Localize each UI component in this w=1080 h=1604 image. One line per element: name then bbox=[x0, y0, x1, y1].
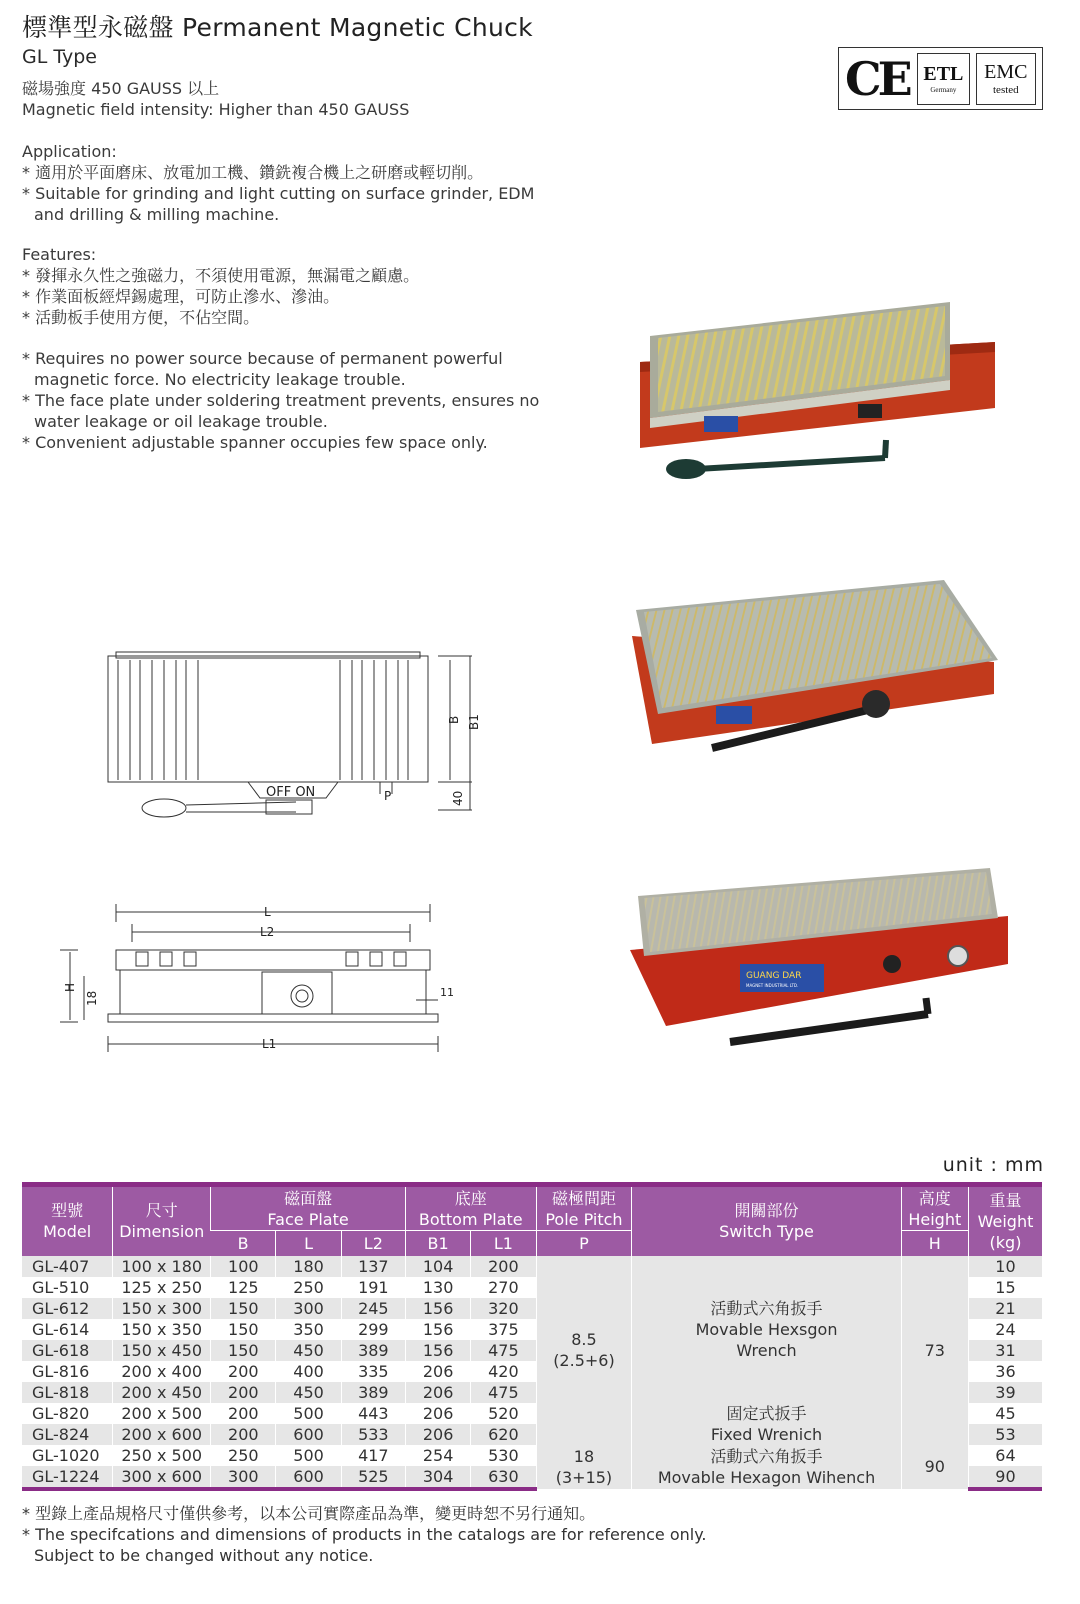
table-cell: 520 bbox=[471, 1403, 536, 1424]
table-cell: 450 bbox=[276, 1340, 341, 1361]
table-cell: 200 x 500 bbox=[113, 1403, 211, 1424]
footnotes bbox=[22, 1503, 706, 1566]
table-cell: 620 bbox=[471, 1424, 536, 1445]
certification-logos bbox=[838, 47, 1043, 110]
feature-en-3: * Convenient adjustable spanner occupies few space only. bbox=[22, 432, 539, 453]
table-cell: GL-816 bbox=[22, 1361, 113, 1382]
unit-label: unit : mm bbox=[942, 1154, 1044, 1176]
table-cell: 130 bbox=[405, 1277, 470, 1298]
table-cell: 31 bbox=[968, 1340, 1042, 1361]
feature-en-1 bbox=[22, 348, 539, 390]
table-cell: GL-407 bbox=[22, 1256, 113, 1277]
table-cell: 150 bbox=[211, 1298, 276, 1319]
product-photo-1 bbox=[640, 300, 1020, 500]
note-en-line1: The specifcations and dimensions of products in the catalogs are for reference only. bbox=[35, 1525, 707, 1544]
table-cell: 200 bbox=[211, 1424, 276, 1445]
table-cell: 150 bbox=[211, 1319, 276, 1340]
brand-plate-name: GUANG DAR bbox=[746, 971, 802, 981]
table-cell: 300 bbox=[276, 1298, 341, 1319]
table-cell: 533 bbox=[341, 1424, 405, 1445]
pitch-b-value: 18 bbox=[573, 1446, 595, 1466]
etl-sub-label: Germany bbox=[930, 86, 957, 94]
table-cell: 53 bbox=[968, 1424, 1042, 1445]
table-cell: 600 bbox=[276, 1424, 341, 1445]
side-view-drawing bbox=[56, 896, 476, 1062]
table-cell: GL-1224 bbox=[22, 1466, 113, 1489]
emc-mark-icon bbox=[976, 53, 1036, 105]
table-cell: 125 x 250 bbox=[113, 1277, 211, 1298]
table-cell: 475 bbox=[471, 1340, 536, 1361]
col-bottom-plate bbox=[405, 1185, 536, 1231]
switch-a-en2: Wrench bbox=[736, 1340, 797, 1360]
col-switch-type bbox=[632, 1185, 901, 1256]
table-cell: 100 x 180 bbox=[113, 1256, 211, 1277]
application-cn: * 適用於平面磨床、放電加工機、鑽銑複合機上之研磨或輕切削。 bbox=[22, 162, 534, 183]
table-cell: 104 bbox=[405, 1256, 470, 1277]
table-cell: 300 x 600 bbox=[113, 1466, 211, 1489]
intensity-cn: 磁場強度 450 GAUSS 以上 bbox=[22, 79, 220, 98]
switch-socket-icon bbox=[858, 404, 882, 418]
switch-cell-c bbox=[632, 1445, 901, 1489]
col-model-en: Model bbox=[43, 1222, 92, 1242]
table-cell: GL-1020 bbox=[22, 1445, 113, 1466]
features-heading: Features: bbox=[22, 245, 97, 264]
table-cell: GL-824 bbox=[22, 1424, 113, 1445]
col-weight-cn: 重量 bbox=[989, 1190, 1022, 1210]
table-cell: 10 bbox=[968, 1256, 1042, 1277]
table-cell: 320 bbox=[471, 1298, 536, 1319]
table-cell: GL-818 bbox=[22, 1382, 113, 1403]
table-cell: 206 bbox=[405, 1382, 470, 1403]
off-on-label: OFF ON bbox=[266, 785, 316, 800]
spec-table-body bbox=[22, 1256, 1042, 1489]
dim-40-label: 40 bbox=[451, 790, 465, 806]
feature-cn-2: * 作業面板經焊錫處理，可防止滲水、滲油。 bbox=[22, 286, 419, 307]
page-subtitle: GL Type bbox=[22, 46, 97, 68]
etl-label: ETL bbox=[923, 63, 964, 85]
switch-c-en: Movable Hexagon Wihench bbox=[657, 1467, 876, 1487]
pitch-cell-b bbox=[536, 1445, 632, 1489]
col-pitch-en: Pole Pitch bbox=[545, 1209, 623, 1229]
table-cell: 630 bbox=[471, 1466, 536, 1489]
col-l: L bbox=[276, 1231, 341, 1256]
table-cell: 100 bbox=[211, 1256, 276, 1277]
table-cell: 64 bbox=[968, 1445, 1042, 1466]
table-cell: 15 bbox=[968, 1277, 1042, 1298]
emc-label: EMC bbox=[984, 61, 1028, 83]
intensity-en: Magnetic field intensity: Higher than 450 GAUSS bbox=[22, 100, 410, 119]
table-cell: 200 bbox=[211, 1382, 276, 1403]
table-cell: 250 x 500 bbox=[113, 1445, 211, 1466]
table-cell: 304 bbox=[405, 1466, 470, 1489]
table-cell: 137 bbox=[341, 1256, 405, 1277]
table-cell: 200 bbox=[471, 1256, 536, 1277]
table-cell: 200 x 600 bbox=[113, 1424, 211, 1445]
table-cell: 191 bbox=[341, 1277, 405, 1298]
col-weight-en: Weight bbox=[977, 1211, 1034, 1231]
feature-en-1-line2: magnetic force. No electricity leakage trouble. bbox=[34, 370, 406, 389]
table-cell: 39 bbox=[968, 1382, 1042, 1403]
col-switch-cn: 開關部份 bbox=[734, 1201, 799, 1221]
ce-mark-icon: CE bbox=[845, 51, 909, 106]
col-height-cn: 高度 bbox=[918, 1188, 951, 1208]
table-cell: 475 bbox=[471, 1382, 536, 1403]
table-cell: 150 x 350 bbox=[113, 1319, 211, 1340]
table-cell: 417 bbox=[341, 1445, 405, 1466]
table-cell: 350 bbox=[276, 1319, 341, 1340]
product-photo-3 bbox=[630, 866, 1020, 1056]
switch-b-en: Fixed Wrenich bbox=[710, 1424, 823, 1444]
table-cell: 443 bbox=[341, 1403, 405, 1424]
table-cell: 21 bbox=[968, 1298, 1042, 1319]
switch-a-cn: 活動式六角扳手 bbox=[710, 1298, 823, 1318]
col-b: B bbox=[211, 1231, 276, 1256]
note-en-line2: Subject to be changed without any notice. bbox=[34, 1546, 374, 1565]
col-face-en: Face Plate bbox=[267, 1209, 349, 1229]
table-cell: 335 bbox=[341, 1361, 405, 1382]
dim-11-label: 11 bbox=[440, 986, 454, 999]
table-cell: 150 x 300 bbox=[113, 1298, 211, 1319]
brand-plate-sub: MAGNET INDUSTRIAL LTD. bbox=[746, 983, 799, 988]
application-en-line1: Suitable for grinding and light cutting on surface grinder, EDM bbox=[35, 184, 535, 203]
features-en-list bbox=[22, 348, 539, 453]
table-row bbox=[22, 1256, 1042, 1277]
switch-socket-icon-3 bbox=[883, 955, 901, 973]
table-cell: 45 bbox=[968, 1403, 1042, 1424]
col-weight bbox=[968, 1185, 1042, 1256]
col-h: H bbox=[901, 1231, 968, 1256]
feature-en-2-line1: The face plate under soldering treatment prevents, ensures no bbox=[35, 391, 540, 410]
spec-table bbox=[22, 1182, 1042, 1491]
feature-en-1-line1: Requires no power source because of permanent powerful bbox=[35, 349, 503, 368]
table-cell: 450 bbox=[276, 1382, 341, 1403]
pitch-a-value: 8.5 bbox=[571, 1330, 597, 1349]
switch-cell-a bbox=[632, 1256, 901, 1403]
table-cell: 180 bbox=[276, 1256, 341, 1277]
table-cell: 156 bbox=[405, 1298, 470, 1319]
table-cell: 500 bbox=[276, 1403, 341, 1424]
table-cell: 125 bbox=[211, 1277, 276, 1298]
col-dimension-cn: 尺寸 bbox=[145, 1201, 178, 1221]
pitch-p-label: P bbox=[384, 789, 392, 803]
table-cell: 206 bbox=[405, 1424, 470, 1445]
application-en bbox=[22, 183, 534, 225]
table-cell: 250 bbox=[211, 1445, 276, 1466]
col-l2: L2 bbox=[341, 1231, 405, 1256]
dim-l-label: L bbox=[264, 905, 271, 919]
brand-plate-icon bbox=[704, 416, 738, 432]
wrench-handle-icon-3 bbox=[730, 1014, 928, 1042]
feature-en-2 bbox=[22, 390, 539, 432]
table-cell: 389 bbox=[341, 1340, 405, 1361]
dim-b-label: B bbox=[447, 715, 461, 724]
col-model bbox=[22, 1185, 113, 1256]
table-cell: 600 bbox=[276, 1466, 341, 1489]
brand-plate-icon-2 bbox=[716, 706, 752, 724]
col-height-en: Height bbox=[908, 1209, 962, 1229]
table-cell: 299 bbox=[341, 1319, 405, 1340]
col-switch-en: Switch Type bbox=[719, 1222, 814, 1242]
product-photo-2 bbox=[632, 576, 1022, 766]
table-cell: 400 bbox=[276, 1361, 341, 1382]
table-cell: 206 bbox=[405, 1361, 470, 1382]
top-view-drawing bbox=[100, 640, 490, 824]
dim-b1-label: B1 bbox=[467, 714, 481, 730]
note-cn: * 型錄上產品規格尺寸僅供參考，以本公司實際產品為準，變更時恕不另行通知。 bbox=[22, 1503, 706, 1524]
height-cell-b bbox=[901, 1445, 968, 1489]
table-cell: 90 bbox=[968, 1466, 1042, 1489]
table-cell: 500 bbox=[276, 1445, 341, 1466]
table-cell: GL-618 bbox=[22, 1340, 113, 1361]
table-cell: 36 bbox=[968, 1361, 1042, 1382]
table-row bbox=[22, 1403, 1042, 1424]
col-model-cn: 型號 bbox=[51, 1201, 84, 1221]
etl-mark-icon bbox=[917, 53, 970, 105]
emc-sub-label: tested bbox=[993, 84, 1019, 96]
note-en bbox=[22, 1524, 706, 1566]
wrench-handle-icon bbox=[680, 458, 885, 470]
table-cell: 156 bbox=[405, 1319, 470, 1340]
table-cell: 300 bbox=[211, 1466, 276, 1489]
table-cell: 250 bbox=[276, 1277, 341, 1298]
col-face-plate bbox=[211, 1185, 406, 1231]
dim-18-label: 18 bbox=[85, 990, 99, 1006]
table-cell: 150 bbox=[211, 1340, 276, 1361]
application-heading: Application: bbox=[22, 142, 117, 161]
table-cell: 200 x 450 bbox=[113, 1382, 211, 1403]
col-weight-unit: (kg) bbox=[989, 1232, 1022, 1252]
table-cell: 206 bbox=[405, 1403, 470, 1424]
table-cell: 200 x 400 bbox=[113, 1361, 211, 1382]
height-b-value: 90 bbox=[924, 1457, 945, 1476]
table-cell: 200 bbox=[211, 1403, 276, 1424]
col-bottom-en: Bottom Plate bbox=[418, 1209, 523, 1229]
table-cell: 375 bbox=[471, 1319, 536, 1340]
table-cell: 270 bbox=[471, 1277, 536, 1298]
dim-h-label: H bbox=[63, 982, 77, 992]
col-pole-pitch bbox=[536, 1185, 632, 1231]
pitch-cell-a bbox=[536, 1256, 632, 1445]
table-cell: 24 bbox=[968, 1319, 1042, 1340]
switch-a-en1: Movable Hexsgon bbox=[695, 1319, 838, 1339]
table-cell: 156 bbox=[405, 1340, 470, 1361]
col-height bbox=[901, 1185, 968, 1231]
table-cell: 200 bbox=[211, 1361, 276, 1382]
switch-b-cn: 固定式扳手 bbox=[726, 1403, 807, 1423]
table-cell: GL-612 bbox=[22, 1298, 113, 1319]
col-p: P bbox=[536, 1231, 632, 1256]
table-cell: GL-820 bbox=[22, 1403, 113, 1424]
switch-cell-b bbox=[632, 1403, 901, 1445]
col-dimension bbox=[113, 1185, 211, 1256]
table-cell: 150 x 450 bbox=[113, 1340, 211, 1361]
table-cell: 530 bbox=[471, 1445, 536, 1466]
col-face-cn: 磁面盤 bbox=[284, 1188, 333, 1208]
feature-cn-1: * 發揮永久性之強磁力，不須使用電源，無漏電之顧慮。 bbox=[22, 265, 419, 286]
col-l1: L1 bbox=[471, 1231, 536, 1256]
col-pitch-cn: 磁極間距 bbox=[551, 1188, 616, 1208]
height-cell-a bbox=[901, 1256, 968, 1445]
table-cell: 254 bbox=[405, 1445, 470, 1466]
feature-cn-3: * 活動板手使用方便，不佔空間。 bbox=[22, 307, 419, 328]
col-bottom-cn: 底座 bbox=[454, 1188, 487, 1208]
switch-c-cn: 活動式六角扳手 bbox=[710, 1446, 823, 1466]
col-b1: B1 bbox=[405, 1231, 470, 1256]
table-cell: 245 bbox=[341, 1298, 405, 1319]
application-en-line2: and drilling & milling machine. bbox=[34, 205, 280, 224]
pitch-a-detail: (2.5+6) bbox=[553, 1351, 615, 1370]
dim-l1-label: L1 bbox=[262, 1037, 277, 1051]
table-cell: GL-614 bbox=[22, 1319, 113, 1340]
table-row bbox=[22, 1445, 1042, 1466]
feature-en-2-line2: water leakage or oil leakage trouble. bbox=[34, 412, 328, 431]
table-cell: 420 bbox=[471, 1361, 536, 1382]
dim-l2-label: L2 bbox=[260, 925, 275, 939]
table-cell: GL-510 bbox=[22, 1277, 113, 1298]
application-text bbox=[22, 162, 534, 225]
height-a-value: 73 bbox=[924, 1340, 945, 1360]
features-cn-list bbox=[22, 265, 419, 328]
table-cell: 525 bbox=[341, 1466, 405, 1489]
col-dimension-en: Dimension bbox=[119, 1222, 205, 1242]
table-cell: 389 bbox=[341, 1382, 405, 1403]
page-title: 標準型永磁盤 Permanent Magnetic Chuck bbox=[22, 13, 533, 42]
pitch-b-detail: (3+15) bbox=[555, 1467, 613, 1487]
